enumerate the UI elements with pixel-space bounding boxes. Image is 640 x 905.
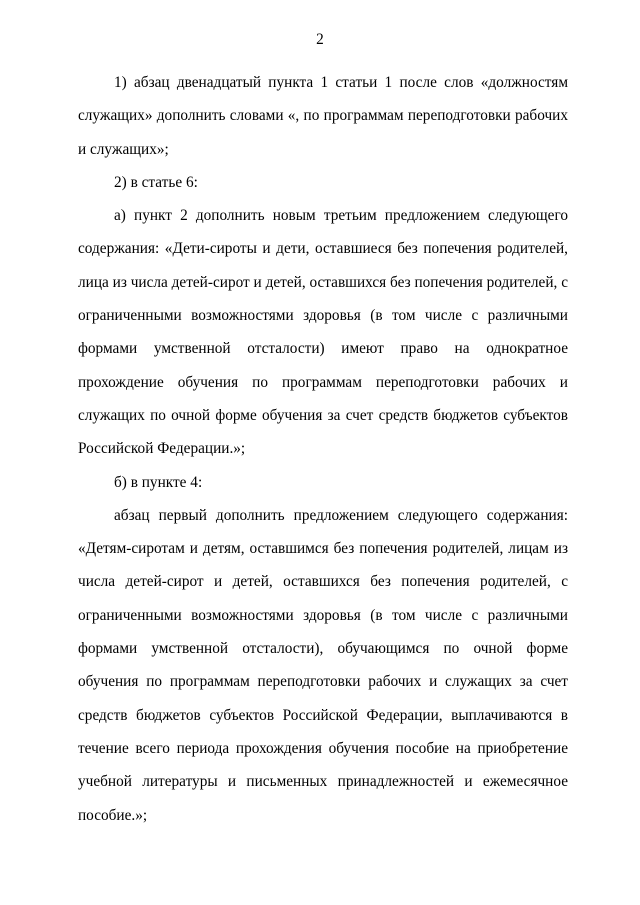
paragraph-item-b-text: абзац первый дополнить предложением следующего содержания: «Детям-сиротам и детям, оставшимся без попечения родителей, лицам из числа детей-сирот и детей, оставшихся без попечения родителей, с ограниченными возможностями здоровья (в том числе с различными формами умственной отсталости), обучающимся по очной форме обучения по программам переподготовки рабочих и служащих за счет средств бюджетов субъектов Российской Федерации, выплачиваются в течение всего периода прохождения обучения пособие на приобретение учебной литературы и письменных принадлежностей и ежемесячное пособие.»;: [78, 506, 568, 824]
paragraph-item-a: а) пункт 2 дополнить новым третьим предложением следующего содержания: «Дети-сироты и дети, оставшиеся без попечения родителей, лица из числа детей-сирот и детей, оставшихся без попечения родителей, с ограниченными возможностями здоровья (в том числе с различными формами умственной отсталости) имеют право на однократное прохождение обучения по программам переподготовки рабочих и служащих по очной форме обучения за счет средств бюджетов субъектов Российской Федерации.»;: [78, 207, 568, 458]
paragraph-item-b-heading: б) в пункте 4:: [114, 473, 203, 491]
paragraph-article-6-heading: 2) в статье 6:: [114, 173, 198, 191]
page-number: 2: [316, 31, 324, 48]
paragraph-amendment-1: 1) абзац двенадцатый пункта 1 статьи 1 после слов «должностям служащих» дополнить словами «, по программам переподготовки рабочих и служащих»;: [78, 74, 568, 158]
document-body: [78, 66, 568, 832]
